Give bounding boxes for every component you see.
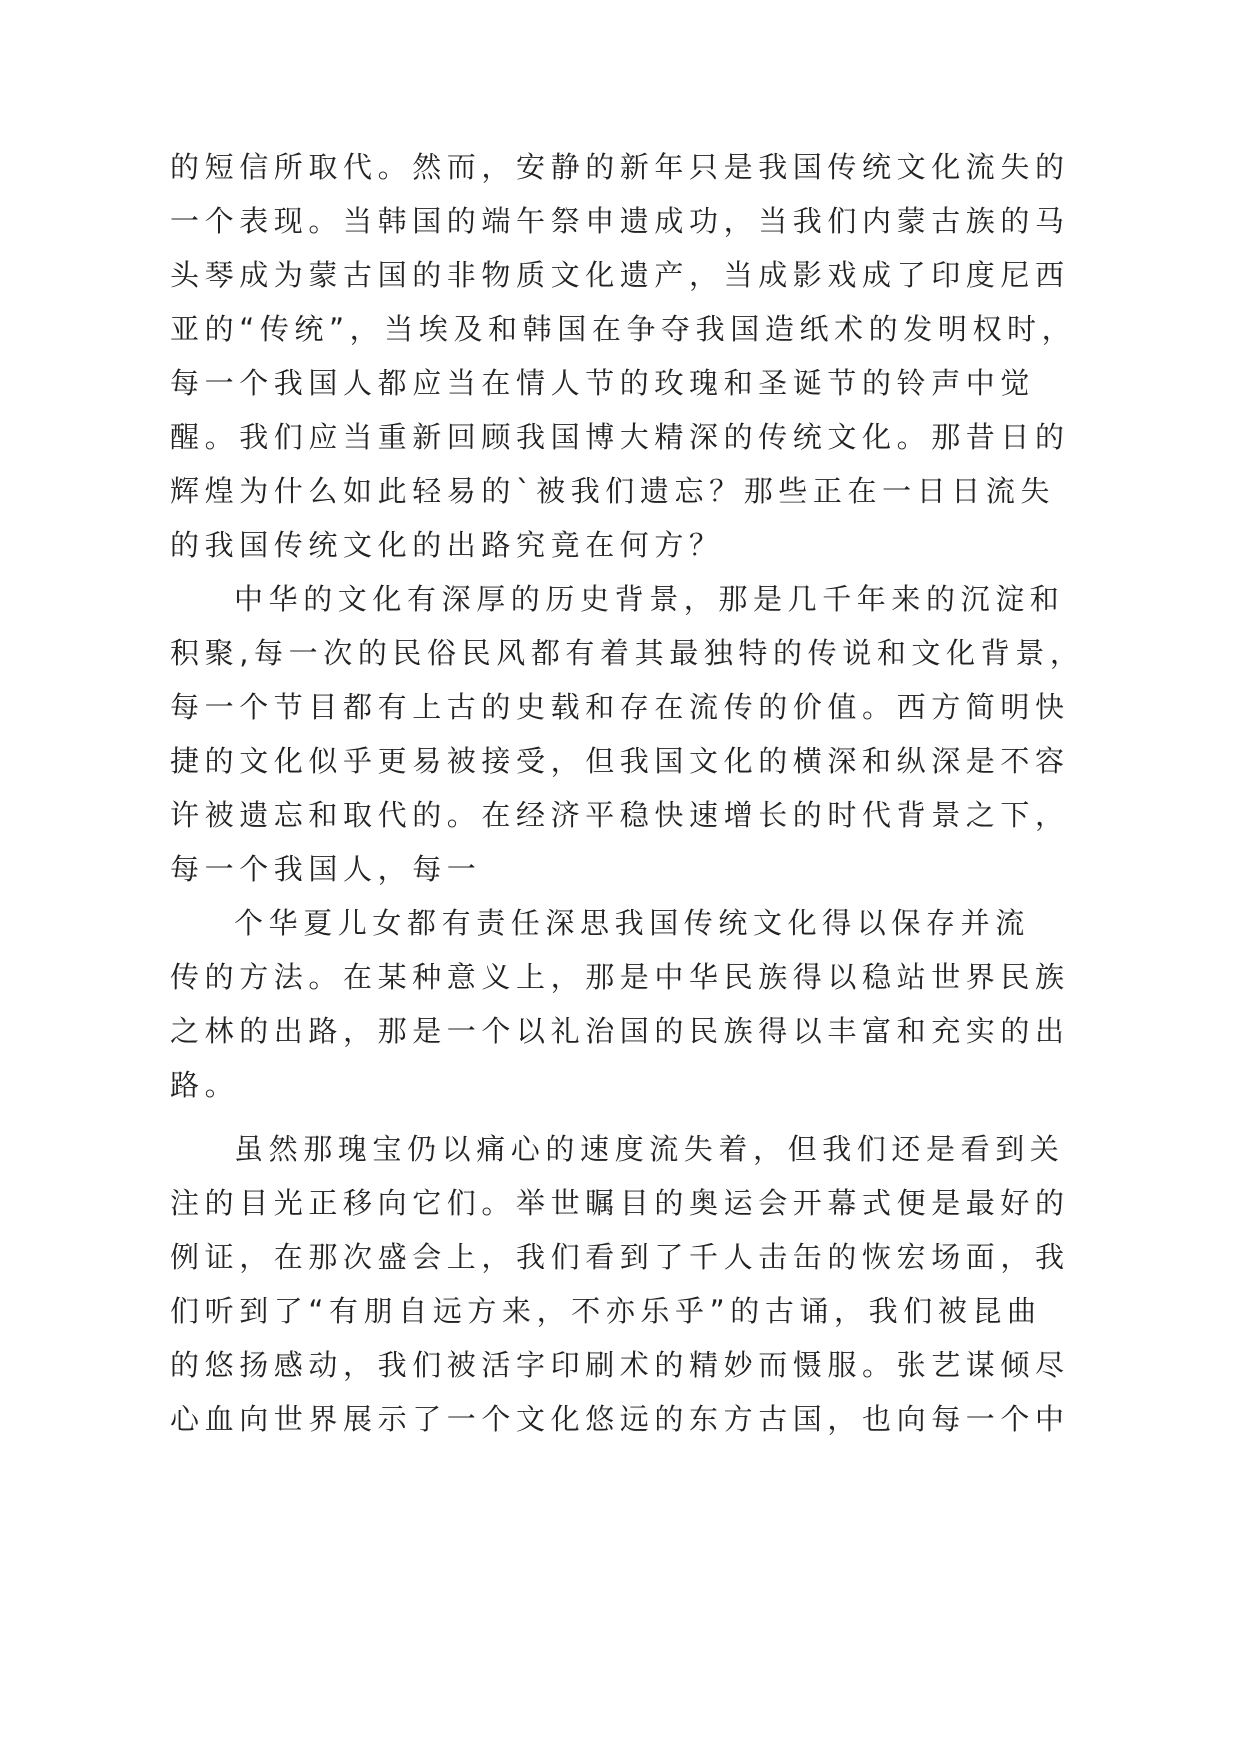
paragraph-2-line-2: 积聚,每一次的民俗民风都有着其最独特的传说和文化背景， (170, 636, 1085, 670)
paragraph-2-line-5: 许被遗忘和取代的。在经济平稳快速增长的时代背景之下， (170, 798, 1070, 832)
paragraph-3-line-4: 路。 (170, 1068, 240, 1102)
paragraph-4-line-2: 注的目光正移向它们。举世瞩目的奥运会开幕式便是最好的 (170, 1186, 1070, 1220)
paragraph-2-line-4: 捷的文化似乎更易被接受，但我国文化的横深和纵深是不容 (170, 744, 1070, 778)
paragraph-4-line-4: 们听到了“有朋自远方来，不亦乐乎”的古诵，我们被昆曲 (170, 1294, 1042, 1328)
paragraph-1-line-2: 一个表现。当韩国的端午祭申遗成功，当我们内蒙古族的马 (170, 204, 1070, 238)
paragraph-1-line-7: 辉煌为什么如此轻易的`被我们遗忘？那些正在一日日流失 (170, 474, 1056, 508)
document-body (170, 140, 1085, 1446)
paragraph-4-line-5: 的悠扬感动，我们被活字印刷术的精妙而慑服。张艺谋倾尽 (170, 1348, 1070, 1382)
paragraph-1-line-5: 每一个我国人都应当在情人节的玫瑰和圣诞节的铃声中觉 (170, 366, 1036, 400)
paragraph-3-line-3: 之林的出路，那是一个以礼治国的民族得以丰富和充实的出 (170, 1014, 1070, 1048)
paragraph-3-line-1: 个华夏儿女都有责任深思我国传统文化得以保存并流 (234, 906, 1030, 940)
paragraph-2-line-6: 每一个我国人，每一 (170, 852, 482, 886)
paragraph-1-line-3: 头琴成为蒙古国的非物质文化遗产，当成影戏成了印度尼西 (170, 258, 1070, 292)
paragraph-4-line-1: 虽然那瑰宝仍以痛心的速度流失着，但我们还是看到关 (234, 1132, 1065, 1166)
paragraph-4-line-3: 例证，在那次盛会上，我们看到了千人击缶的恢宏场面，我 (170, 1240, 1070, 1274)
paragraph-4-line-6: 心血向世界展示了一个文化悠远的东方古国，也向每一个中 (170, 1402, 1070, 1436)
paragraph-2-line-1: 中华的文化有深厚的历史背景，那是几千年来的沉淀和 (234, 582, 1065, 616)
paragraph-1-line-6: 醒。我们应当重新回顾我国博大精深的传统文化。那昔日的 (170, 420, 1070, 454)
paragraph-2-line-3: 每一个节目都有上古的史载和存在流传的价值。西方简明快 (170, 690, 1070, 724)
paragraph-1-line-4: 亚的“传统”，当埃及和韩国在争夺我国造纸术的发明权时， (170, 312, 1077, 346)
paragraph-3-line-2: 传的方法。在某种意义上，那是中华民族得以稳站世界民族 (170, 960, 1070, 994)
paragraph-1-line-1: 的短信所取代。然而，安静的新年只是我国传统文化流失的 (170, 150, 1070, 184)
paragraph-1-line-8: 的我国传统文化的出路究竟在何方？ (170, 528, 724, 562)
